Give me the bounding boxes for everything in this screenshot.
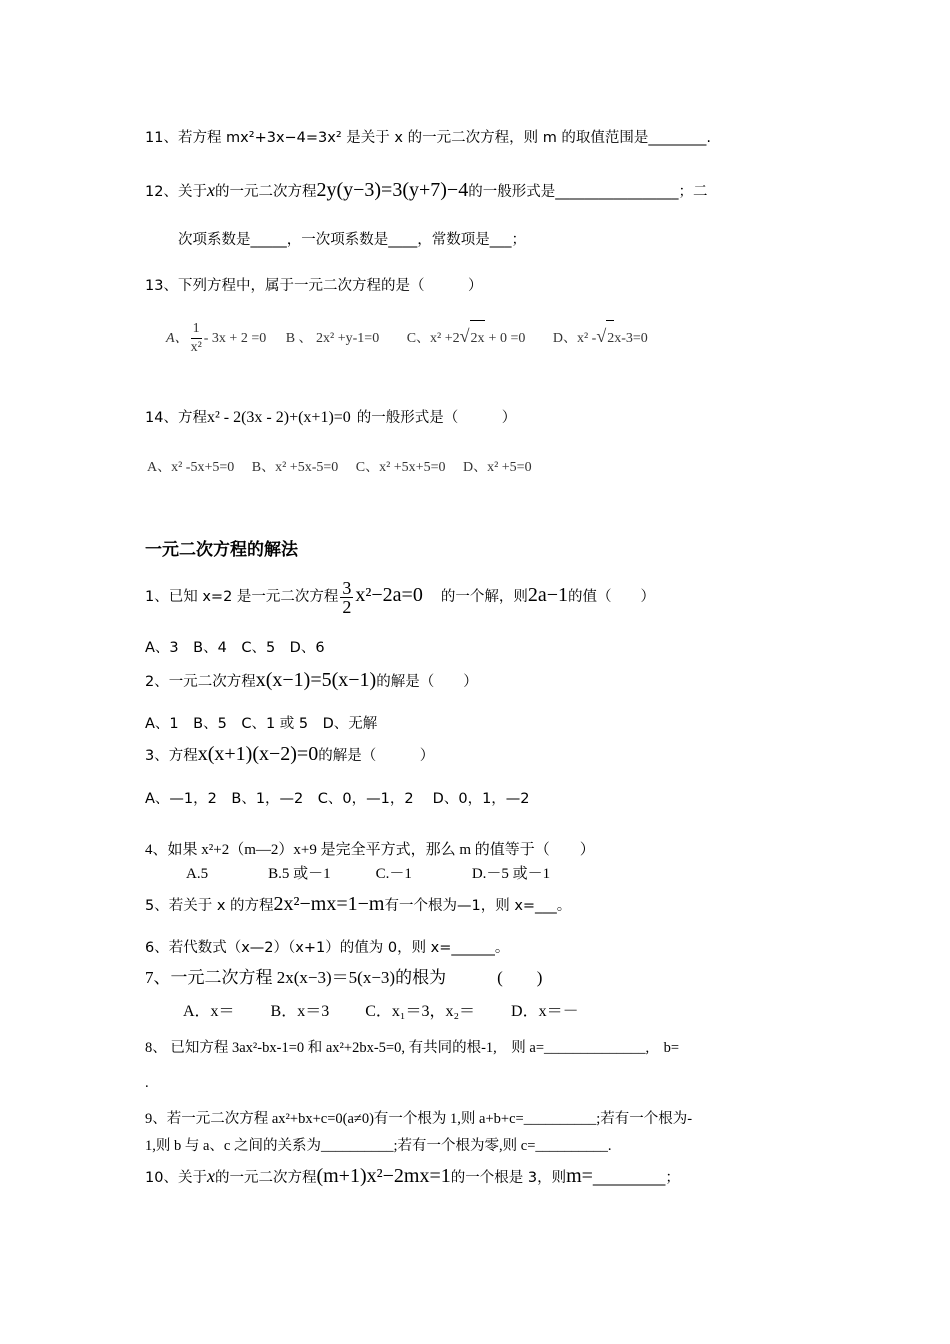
question-13 — [145, 276, 482, 296]
solve-question-4-choices: A.5 B.5 或－1 C.－1 D.－5 或－1 — [186, 866, 551, 882]
solve-question-8-line1: 8、 已知方程 3ax²-bx-1=0 和 ax²+2bx-5=0, 有共同的根-1, 则 a=______________, b= — [145, 1040, 680, 1056]
solve-question-4-stem: 4、如果 x²+2（m—2）x+9 是完全平方式，那么 m 的值等于（ ） — [145, 842, 595, 858]
question-13-options — [166, 318, 648, 357]
solve-question-3-suffix: 的解是（ ） — [318, 748, 435, 764]
option-a-fraction — [191, 320, 202, 357]
question-14-options — [147, 458, 532, 478]
option-d-pre: D、x² - — [552, 331, 597, 346]
solve-question-9 — [145, 1109, 692, 1129]
option-c-pre: C、x² +2 — [406, 331, 460, 346]
solve-question-3-choices: A、—1，2 B、1，—2 C、0，—1，2 D、0，1，—2 — [145, 791, 530, 807]
solve-question-6-text: 6、若代数式（x—2）（x+1）的值为 0，则 x=______。 — [145, 940, 510, 956]
question-12 — [145, 180, 707, 202]
fraction-denominator: 2 — [342, 596, 352, 617]
solve-question-7 — [145, 966, 542, 990]
solve-question-10-suffix: 的一个根是 3，则 — [450, 1170, 567, 1186]
solve-question-8-line2 — [145, 1073, 149, 1093]
solve-question-1-prefix: 1、已知 x=2 是一元二次方程 — [145, 589, 339, 605]
question-14-equation: x² - 2(3x - 2)+(x+1)=0 — [206, 409, 351, 426]
solve-question-8 — [145, 1038, 679, 1058]
solve-question-1-tail: 的值（ ） — [568, 589, 655, 605]
option-a-label: A、 — [166, 331, 189, 346]
solve-question-2-choices: A、1 B、5 C、1 或 5 D、无解 — [145, 716, 378, 732]
solve-question-3-equation: x(x+1)(x−2)=0 — [197, 743, 319, 765]
solve-question-3-options — [145, 789, 530, 809]
solve-question-7-options — [183, 1001, 579, 1023]
solve-question-10-equation: (m+1)x²−2mx=1 — [316, 1165, 451, 1187]
solve-question-9-line1: 9、若一元二次方程 ax²+bx+c=0(a≠0)有一个根为 1,则 a+b+c=__________;若有一个根为- — [145, 1111, 693, 1127]
section-title — [145, 540, 298, 560]
question-12-equation: 2y(y−3)=3(y+7)−4 — [316, 179, 469, 201]
fraction-numerator: 1 — [191, 320, 202, 339]
solve-question-1-fraction — [340, 579, 353, 616]
solve-question-7-stem: 7、一元二次方程 2x(x−3)＝5(x−3)的根为 ( ) — [145, 968, 543, 987]
radical-icon: √ — [596, 326, 607, 346]
solve-question-5-prefix: 5、若关于 x 的方程 — [145, 898, 274, 914]
option-d-radicand: 2 — [606, 320, 614, 357]
question-11-text: 11、若方程 mx²+3x−4=3x² 是关于 x 的一元二次方程，则 m 的取值范围是________. — [145, 130, 712, 146]
solve-question-4-options — [186, 864, 550, 884]
solve-question-2 — [145, 668, 478, 694]
question-12-coefficients: 次项系数是_____，一次项系数是____，常数项是___； — [178, 232, 526, 248]
solve-question-10-tail: __________； — [592, 1170, 680, 1186]
question-14-choices: A、x² -5x+5=0 B、x² +5x-5=0 C、x² +5x+5=0 D、x² +5=0 — [147, 460, 532, 475]
question-12-line2 — [178, 230, 526, 250]
question-14-prefix: 14、方程 — [145, 410, 207, 426]
solve-question-10 — [145, 1164, 680, 1190]
option-c-radicand: 2x — [470, 320, 485, 357]
solve-question-5 — [145, 892, 571, 918]
solve-question-1-equation: x²−2a=0 — [355, 584, 423, 606]
fraction-denominator: x² — [190, 340, 202, 356]
fraction-numerator: 3 — [342, 577, 352, 598]
solve-question-10-prefix: 10、关于 — [145, 1170, 207, 1186]
option-d-post: x-3=0 — [614, 331, 648, 346]
question-12-mid: 的一元二次方程 — [214, 184, 317, 200]
solve-question-1-options — [145, 638, 325, 658]
solve-question-7-choices: A．x＝ B．x＝3 C．x₁＝3，x₂＝ D．x＝－ — [183, 1003, 579, 1020]
solve-question-5-equation: 2x²−mx=1−m — [273, 893, 385, 915]
option-d — [552, 326, 648, 346]
question-14 — [145, 408, 516, 428]
solve-question-8-period: . — [145, 1075, 149, 1091]
question-12-var: x — [206, 180, 215, 200]
solve-question-3 — [145, 742, 434, 768]
solve-question-1-suffix: 的一个解，则 — [440, 589, 528, 605]
solve-question-9-line2-text: 1,则 b 与 a、c 之间的关系为__________;若有一个根为零,则 c=__________. — [145, 1138, 612, 1154]
question-12-prefix: 12、关于 — [145, 184, 207, 200]
solve-question-4 — [145, 840, 595, 860]
question-12-suffix: 的一般形式是_________________；二 — [468, 184, 708, 200]
solve-question-2-options — [145, 714, 377, 734]
solve-question-9-line2 — [145, 1136, 612, 1156]
solve-question-3-prefix: 3、方程 — [145, 748, 198, 764]
question-11 — [145, 128, 711, 148]
solve-question-1-choices: A、3 B、4 C、5 D、6 — [145, 640, 325, 656]
option-a — [166, 321, 270, 356]
radical-icon: √ — [459, 326, 470, 346]
option-b: B 、 2x² +y-1=0 — [285, 331, 380, 346]
solve-question-2-prefix: 2、一元二次方程 — [145, 674, 256, 690]
solve-question-10-mid: 的一元二次方程 — [214, 1170, 317, 1186]
section-title-text: 一元二次方程的解法 — [145, 540, 298, 560]
solve-question-2-suffix: 的解是（ ） — [376, 674, 478, 690]
question-13-stem: 13、下列方程中，属于一元二次方程的是（ ） — [145, 278, 483, 294]
option-a-rest: - 3x + 2 =0 — [203, 331, 267, 346]
solve-question-10-var: x — [206, 1166, 215, 1186]
option-c — [406, 326, 526, 346]
solve-question-10-m: m= — [566, 1165, 593, 1187]
solve-question-1 — [145, 566, 655, 626]
solve-question-6 — [145, 938, 509, 958]
option-c-post: + 0 =0 — [488, 331, 526, 346]
solve-question-1-expr: 2a−1 — [527, 584, 568, 606]
solve-question-2-equation: x(x−1)=5(x−1) — [255, 669, 377, 691]
solve-question-5-suffix: 有一个根为—1，则 x=___。 — [384, 898, 572, 914]
question-14-suffix: 的一般形式是（ ） — [356, 410, 517, 426]
